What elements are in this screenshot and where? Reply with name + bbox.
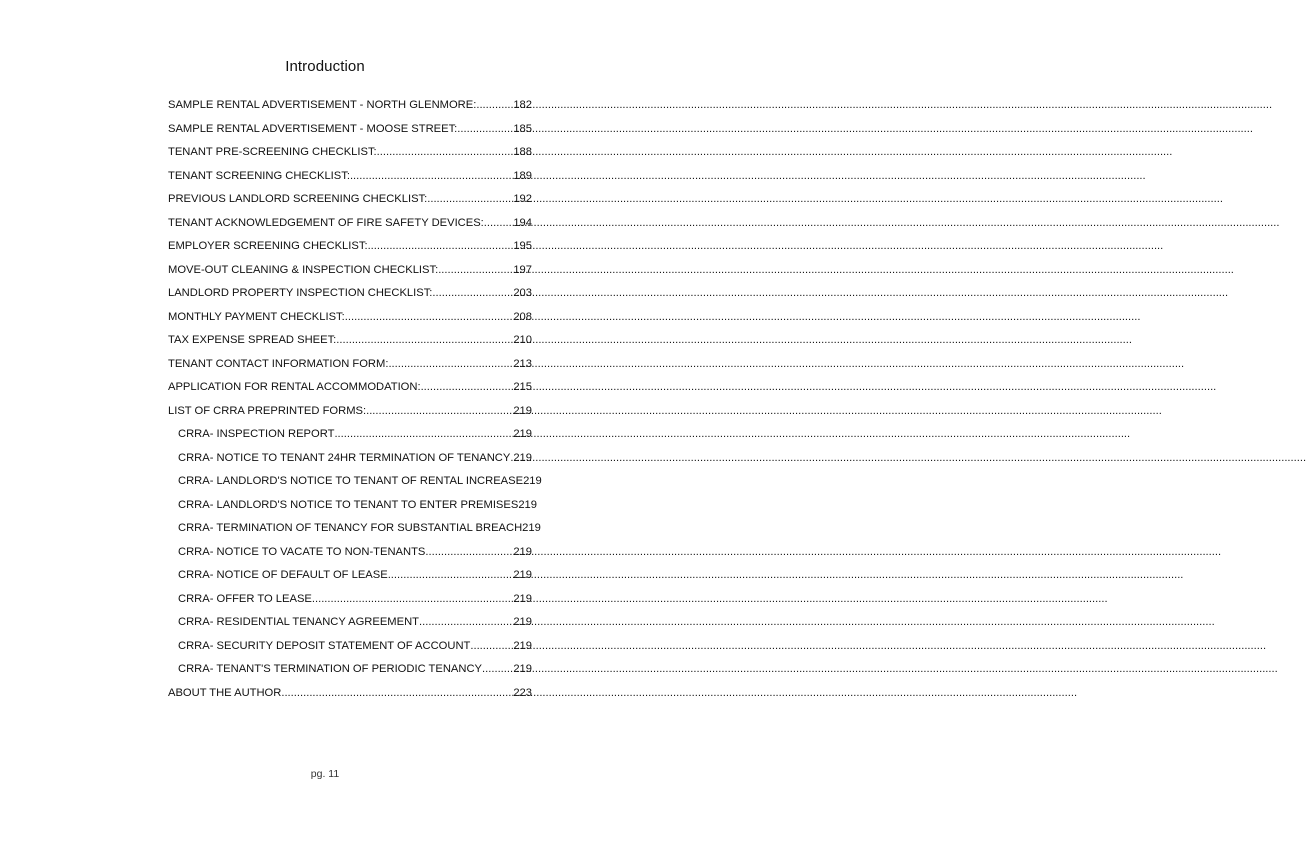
toc-leader — [388, 353, 513, 377]
toc-entry[interactable] — [168, 329, 532, 353]
toc-entry-label: CRRA- LANDLORD'S NOTICE TO TENANT TO ENTER PREMISES — [178, 498, 519, 511]
toc-leader — [345, 306, 514, 330]
toc-entry-label: APPLICATION FOR RENTAL ACCOMMODATION: — [168, 381, 421, 393]
toc-subentry[interactable] — [168, 658, 532, 682]
toc-leader — [470, 635, 513, 659]
toc-entry[interactable] — [168, 353, 532, 377]
toc-entry-label: CRRA- INSPECTION REPORT — [178, 428, 335, 440]
toc-entry-page: 219 — [513, 616, 532, 628]
toc-entry-label: CRRA- RESIDENTIAL TENANCY AGREEMENT — [178, 616, 419, 628]
toc-leader — [482, 658, 513, 682]
toc-entry-label: MONTHLY PAYMENT CHECKLIST: — [168, 310, 345, 323]
toc-entry[interactable] — [168, 282, 532, 306]
toc-subentry[interactable] — [168, 541, 532, 565]
toc-leader — [334, 423, 513, 447]
toc-entry-label: CRRA- NOTICE TO TENANT 24HR TERMINATION OF TENANCY — [178, 451, 511, 464]
toc-entry-page: 192 — [513, 193, 532, 205]
toc-entry[interactable] — [168, 682, 532, 706]
toc-entry-page: 219 — [513, 451, 532, 464]
toc-entry-label: TENANT ACKNOWLEDGEMENT OF FIRE SAFETY DEVICES: — [168, 216, 484, 229]
toc-entry-label: TAX EXPENSE SPREAD SHEET: — [168, 334, 337, 346]
toc-entry[interactable] — [168, 376, 532, 400]
toc-entry[interactable] — [168, 235, 532, 259]
toc-entry-label: TENANT SCREENING CHECKLIST: — [168, 169, 350, 182]
toc-entry-page: 208 — [513, 310, 532, 323]
toc-entry[interactable] — [168, 259, 532, 283]
toc-entry-label: CRRA- NOTICE OF DEFAULT OF LEASE — [178, 569, 388, 581]
toc-subentry[interactable] — [168, 588, 532, 612]
toc-entry-page: 219 — [523, 475, 542, 487]
toc-leader — [432, 282, 513, 306]
toc-subentry[interactable] — [168, 517, 541, 541]
toc-entry-page: 219 — [513, 404, 532, 417]
toc-entry-label: CRRA- LANDLORD'S NOTICE TO TENANT OF RENTAL INCREASE — [178, 475, 524, 487]
toc-entry-label: EMPLOYER SCREENING CHECKLIST: — [168, 240, 368, 252]
toc-leader — [484, 212, 514, 236]
toc-entry-label: CRRA- TENANT'S TERMINATION OF PERIODIC TENANCY — [178, 663, 483, 675]
page-title: Introduction — [285, 58, 365, 75]
toc-leader — [368, 235, 514, 259]
toc-subentry[interactable] — [168, 470, 542, 494]
toc-entry-page: 185 — [513, 122, 532, 135]
toc-subentry[interactable] — [168, 564, 532, 588]
toc-entry-page: 219 — [513, 592, 532, 605]
toc-entry-label: ABOUT THE AUTHOR — [168, 686, 282, 699]
toc-entry-label: CRRA- TERMINATION OF TENANCY FOR SUBSTANTIAL BREACH — [178, 522, 523, 534]
toc-entry-label: CRRA- NOTICE TO VACATE TO NON-TENANTS — [178, 545, 426, 558]
toc-entry[interactable] — [168, 306, 532, 330]
toc-entry-label: CRRA- SECURITY DEPOSIT STATEMENT OF ACCOUNT — [178, 639, 471, 652]
toc-leader — [427, 188, 513, 212]
toc-entry-label: LANDLORD PROPERTY INSPECTION CHECKLIST: — [168, 287, 433, 299]
toc-entry-page: 215 — [513, 381, 532, 393]
toc-entry-page: 194 — [513, 216, 532, 229]
toc-entry-page: 195 — [513, 240, 532, 252]
toc-entry-label: TENANT CONTACT INFORMATION FORM: — [168, 357, 389, 370]
toc-entry-page: 189 — [513, 169, 532, 182]
toc-entry-page: 219 — [513, 663, 532, 675]
toc-entry-page: 223 — [513, 686, 532, 699]
toc-entry-label: SAMPLE RENTAL ADVERTISEMENT - MOOSE STREET: — [168, 122, 458, 135]
toc-leader — [350, 165, 513, 189]
page-number: pg. 11 — [310, 768, 340, 780]
toc-entry[interactable] — [168, 94, 532, 118]
toc-entry-page: 219 — [513, 639, 532, 652]
toc-entry-page: 182 — [513, 99, 532, 111]
toc-leader — [476, 94, 513, 118]
toc-subentry[interactable] — [168, 494, 537, 518]
toc-entry[interactable] — [168, 212, 532, 236]
toc-subentry[interactable] — [168, 635, 532, 659]
toc-entry-page: 197 — [513, 263, 532, 276]
toc-entry-page: 219 — [518, 498, 537, 511]
toc-subentry[interactable] — [168, 447, 532, 471]
toc-entry-label: MOVE-OUT CLEANING & INSPECTION CHECKLIST: — [168, 263, 439, 276]
toc-leader — [377, 141, 514, 165]
toc-entry-page: 210 — [513, 334, 532, 346]
toc-entry-label: LIST OF CRRA PREPRINTED FORMS: — [168, 404, 367, 417]
toc-entry-label: SAMPLE RENTAL ADVERTISEMENT - NORTH GLENMORE: — [168, 99, 477, 111]
toc-entry-page: 213 — [513, 357, 532, 370]
toc-entry-page: 219 — [522, 522, 541, 534]
toc-leader — [438, 259, 513, 283]
toc-leader — [421, 376, 514, 400]
toc-leader — [425, 541, 513, 565]
toc-entry[interactable] — [168, 141, 532, 165]
toc-leader — [366, 400, 513, 424]
toc-entry-page: 188 — [513, 146, 532, 158]
toc-leader — [336, 329, 513, 353]
toc-leader — [281, 682, 513, 706]
toc-entry[interactable] — [168, 188, 532, 212]
toc-entry-page: 203 — [513, 287, 532, 299]
toc-leader — [457, 118, 513, 142]
toc-subentry[interactable] — [168, 423, 532, 447]
table-of-contents — [168, 94, 542, 705]
toc-entry-page: 219 — [513, 428, 532, 440]
toc-entry-label: TENANT PRE-SCREENING CHECKLIST: — [168, 146, 377, 158]
toc-entry[interactable] — [168, 118, 532, 142]
toc-entry-label: PREVIOUS LANDLORD SCREENING CHECKLIST: — [168, 193, 428, 205]
toc-leader — [419, 611, 513, 635]
toc-entry-page: 219 — [513, 545, 532, 558]
toc-subentry[interactable] — [168, 611, 532, 635]
toc-entry[interactable] — [168, 165, 532, 189]
toc-entry-page: 219 — [513, 569, 532, 581]
toc-entry[interactable] — [168, 400, 532, 424]
toc-leader — [312, 588, 513, 612]
toc-leader — [388, 564, 514, 588]
toc-entry-label: CRRA- OFFER TO LEASE — [178, 592, 312, 605]
